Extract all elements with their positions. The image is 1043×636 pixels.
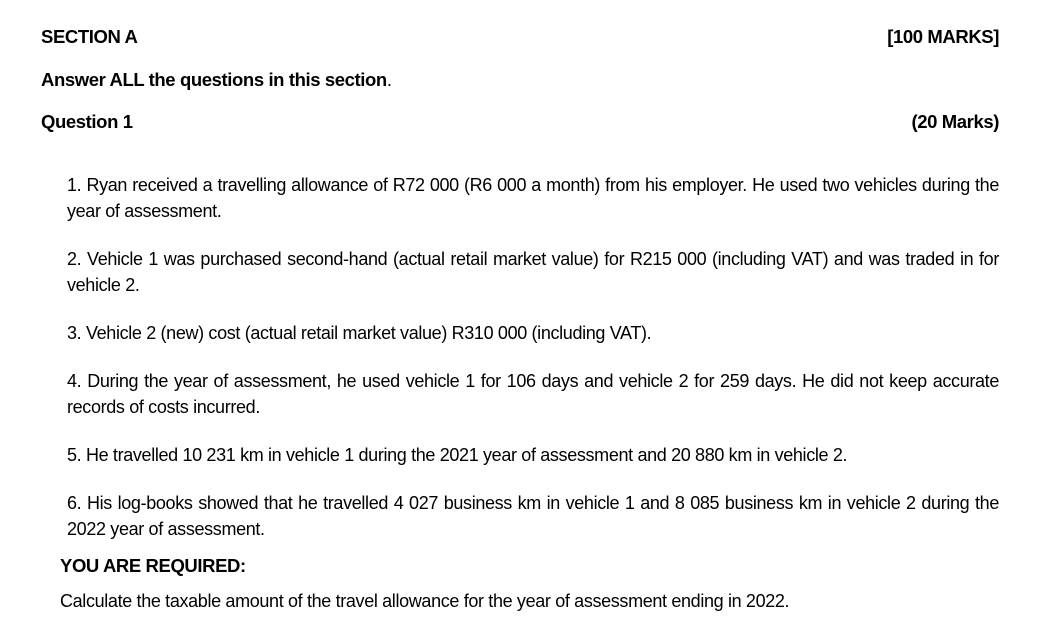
question-marks: (20 Marks)	[911, 111, 999, 132]
question-item-6: 6. His log-books showed that he travelled 4 027 business km in vehicle 1 and 8 085 business km in vehicle 2 during the 2022 year of assessment.	[67, 493, 999, 539]
question-title: Question 1	[41, 111, 133, 132]
question-item-1: 1. Ryan received a travelling allowance of R72 000 (R6 000 a month) from his employer. He used two vehicles during the year of assessment.	[67, 175, 999, 221]
question-item-3: 3. Vehicle 2 (new) cost (actual retail market value) R310 000 (including VAT).	[67, 323, 652, 343]
section-header	[41, 26, 999, 48]
required-heading: YOU ARE REQUIRED:	[60, 555, 246, 576]
question-item-5: 5. He travelled 10 231 km in vehicle 1 during the 2021 year of assessment and 20 880 km in vehicle 2.	[67, 445, 848, 465]
question-item-4: 4. During the year of assessment, he used vehicle 1 for 106 days and vehicle 2 for 259 days. He did not keep accurate records of costs incurred.	[67, 371, 999, 417]
section-title: SECTION A	[41, 26, 138, 47]
instruction-text: Answer ALL the questions in this section	[41, 69, 387, 90]
question-item-2: 2. Vehicle 1 was purchased second-hand (actual retail market value) for R215 000 (including VAT) and was traded in for vehicle 2.	[67, 249, 999, 295]
section-marks: [100 MARKS]	[887, 26, 999, 47]
required-text: Calculate the taxable amount of the travel allowance for the year of assessment ending in 2022.	[60, 591, 790, 611]
question-items	[67, 172, 999, 542]
section-instruction	[41, 69, 392, 91]
instruction-period: .	[386, 69, 392, 90]
question-header	[41, 111, 999, 133]
